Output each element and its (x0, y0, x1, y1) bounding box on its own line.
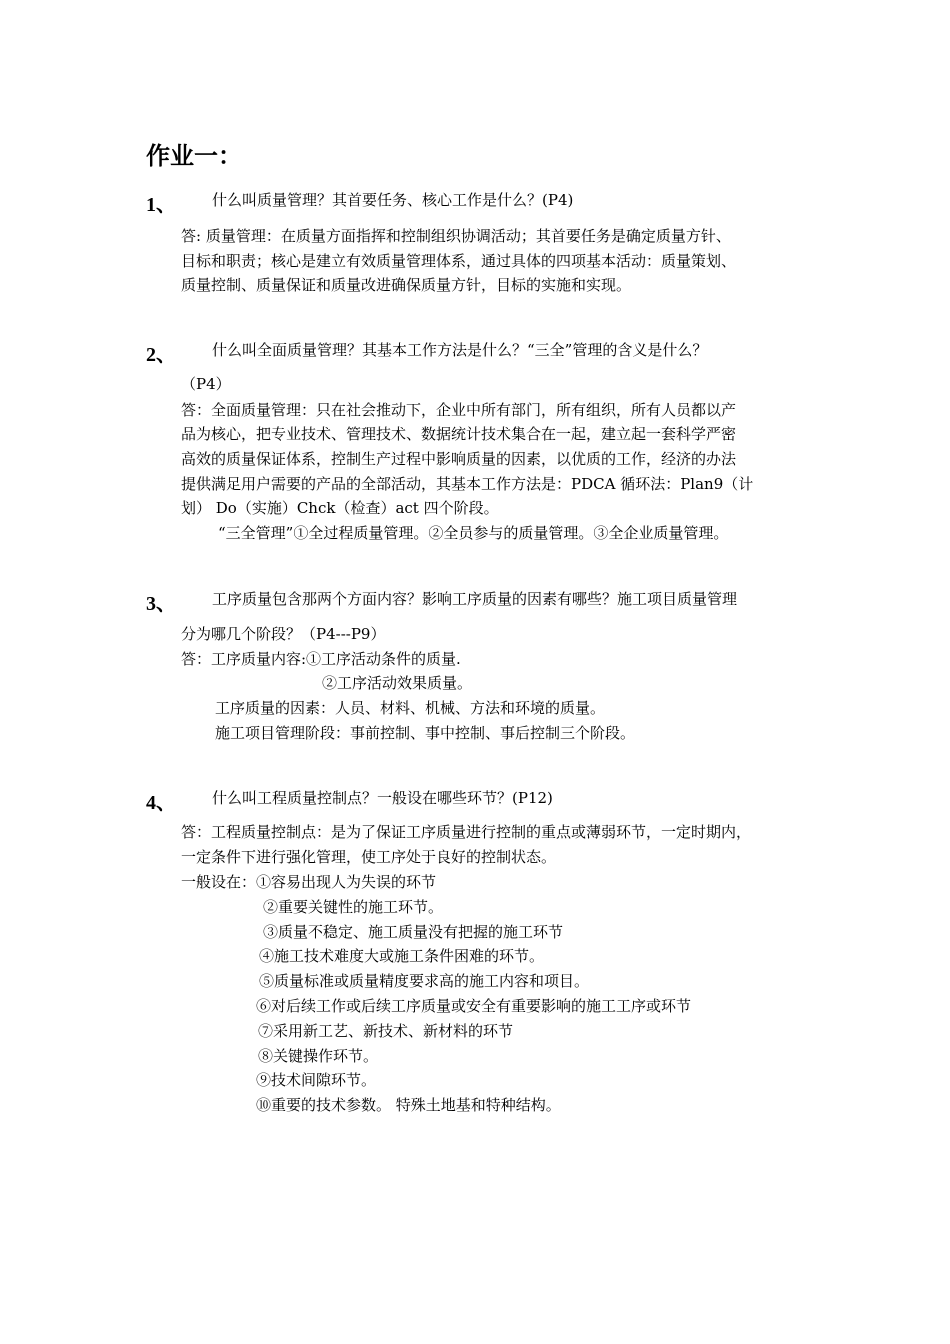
question-text: （P4） (181, 375, 231, 393)
answer-line: 高效的质量保证体系，控制生产过程中影响质量的因素，以优质的工作，经济的办法 (181, 450, 737, 468)
answer-line: 品为核心，把专业技术、管理技术、数据统计技术集合在一起，建立起一套科学严密 (181, 425, 737, 443)
answer-line: 答: 质量管理：在质量方面指挥和控制组织协调活动；其首要任务是确定质量方针、 (181, 227, 731, 245)
question-number: 4、 (146, 792, 176, 814)
answer-line: 划） Do（实施）Chck（检查）act 四个阶段。 (181, 499, 499, 517)
list-item: ⑧关键操作环节。 (258, 1047, 379, 1065)
question-number: 1、 (146, 194, 176, 216)
answer-line: 答：工序质量内容:①工序活动条件的质量. (181, 650, 461, 668)
answer-line: 工序质量的因素：人员、材料、机械、方法和环境的质量。 (215, 699, 606, 717)
answer-line: 目标和职责；核心是建立有效质量管理体系，通过具体的四项基本活动：质量策划、 (181, 252, 737, 270)
list-item: ⑩重要的技术参数。 特殊土地基和特种结构。 (256, 1096, 561, 1114)
list-item: ④施工技术难度大或施工条件困难的环节。 (259, 947, 545, 965)
answer-line: 质量控制、质量保证和质量改进确保质量方针，目标的实施和实现。 (181, 276, 632, 294)
question-text: 分为哪几个阶段？（P4---P9） (181, 625, 386, 643)
list-item: ⑥对后续工作或后续工序质量或安全有重要影响的施工工序或环节 (256, 997, 692, 1015)
question-text: 什么叫全面质量管理？其基本工作方法是什么？“三全”管理的含义是什么？ (212, 341, 708, 359)
list-item: ②重要关键性的施工环节。 (263, 898, 444, 916)
question-text: 工序质量包含那两个方面内容？影响工序质量的因素有哪些？施工项目质量管理 (212, 590, 738, 608)
answer-line: “三全管理”①全过程质量管理。②全员参与的质量管理。③全企业质量管理。 (218, 524, 729, 542)
page-title: 作业一： (146, 141, 242, 170)
question-text: 什么叫质量管理？其首要任务、核心工作是什么？(P4) (212, 191, 574, 209)
answer-line: 一般设在：①容易出现人为失误的环节 (181, 873, 437, 891)
list-item: ⑦采用新工艺、新技术、新材料的环节 (258, 1022, 514, 1040)
answer-line: 施工项目管理阶段：事前控制、事中控制、事后控制三个阶段。 (215, 724, 636, 742)
answer-line: 一定条件下进行强化管理，使工序处于良好的控制状态。 (181, 848, 557, 866)
answer-line: ②工序活动效果质量。 (322, 674, 473, 692)
answer-line: 答：工程质量控制点：是为了保证工序质量进行控制的重点或薄弱环节，一定时期内， (181, 823, 752, 841)
list-item: ③质量不稳定、施工质量没有把握的施工环节 (263, 923, 564, 941)
answer-line: 提供满足用户需要的产品的全部活动，其基本工作方法是：PDCA 循环法：Plan9（计 (181, 475, 754, 493)
question-number: 2、 (146, 344, 176, 366)
question-text: 什么叫工程质量控制点？一般设在哪些环节？(P12) (212, 789, 553, 807)
list-item: ⑤质量标准或质量精度要求高的施工内容和项目。 (259, 972, 590, 990)
answer-line: 答：全面质量管理：只在社会推动下，企业中所有部门，所有组织，所有人员都以产 (181, 401, 737, 419)
list-item: ⑨技术间隙环节。 (256, 1071, 377, 1089)
question-number: 3、 (146, 593, 176, 615)
